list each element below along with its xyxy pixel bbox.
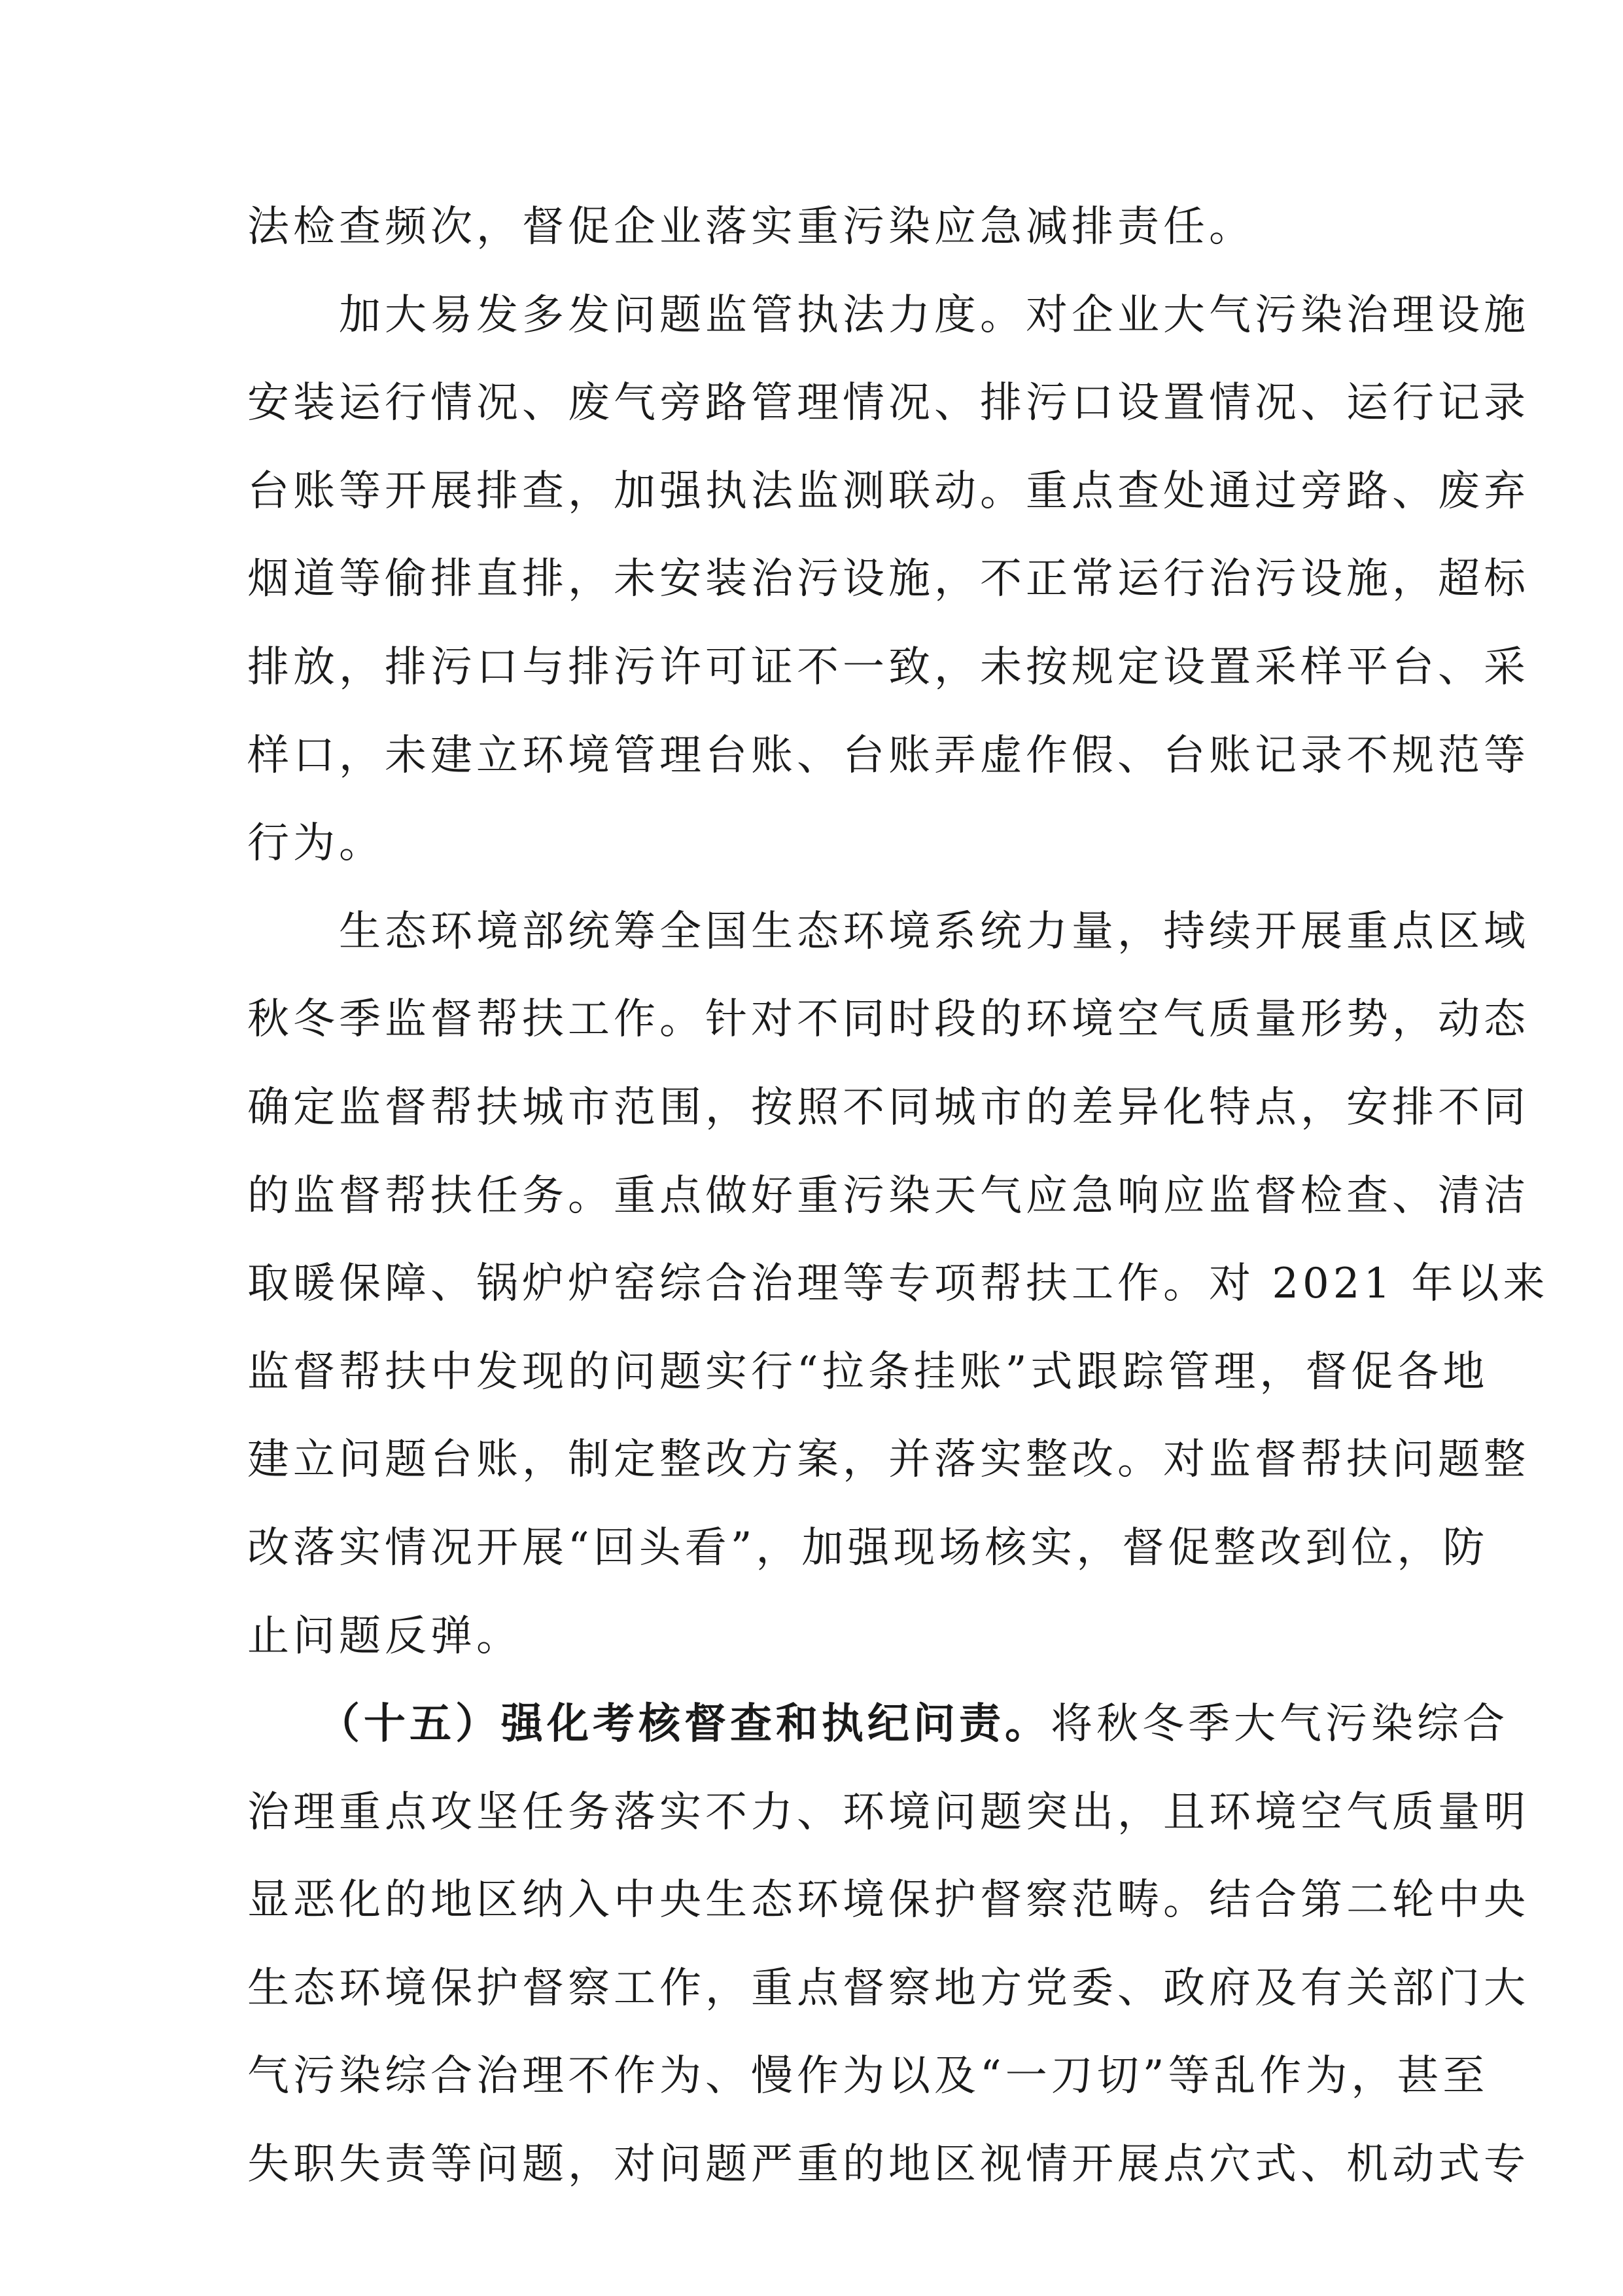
section-15-text: 将秋冬季大气污染综合 (1051, 1700, 1509, 1749)
text-line: 治理重点攻坚任务落实不力、环境问题突出，且环境空气质量明 (247, 1788, 1529, 1837)
text-line: 台账等开展排查，加强执法监测联动。重点查处通过旁路、废弃 (247, 467, 1529, 516)
text-line: 确定监督帮扶城市范围，按照不同城市的差异化特点，安排不同 (247, 1083, 1529, 1132)
section-15-heading: （十五）强化考核督查和执纪问责。 (247, 1699, 1051, 1749)
text-line: 取暖保障、锅炉炉窑综合治理等专项帮扶工作。对 2021 年以来 (247, 1260, 1549, 1309)
text-line: 烟道等偷排直排，未安装治污设施，不正常运行治污设施，超标 (247, 555, 1529, 604)
text-line: 加大易发多发问题监管执法力度。对企业大气污染治理设施 (247, 291, 1529, 340)
text-line: 样口，未建立环境管理台账、台账弄虚作假、台账记录不规范等 (247, 731, 1529, 780)
text-line: 排放，排污口与排污许可证不一致，未按规定设置采样平台、采 (247, 643, 1529, 692)
text-line: 气污染综合治理不作为、慢作为以及“一刀切”等乱作为，甚至 (247, 2052, 1489, 2101)
text-line: 安装运行情况、废气旁路管理情况、排污口设置情况、运行记录 (247, 379, 1529, 428)
text-line: 止问题反弹。 (247, 1612, 522, 1661)
section-15-first-line (247, 1680, 1509, 1769)
text-line: 的监督帮扶任务。重点做好重污染天气应急响应监督检查、清洁 (247, 1171, 1529, 1220)
text-line: 生态环境部统筹全国生态环境系统力量，持续开展重点区域 (247, 907, 1529, 956)
text-line: 建立问题台账，制定整改方案，并落实整改。对监督帮扶问题整 (247, 1436, 1529, 1485)
text-line: 改落实情况开展“回头看”，加强现场核实，督促整改到位，防 (247, 1523, 1489, 1572)
text-line: 行为。 (247, 819, 385, 868)
text-line: 显恶化的地区纳入中央生态环境保护督察范畴。结合第二轮中央 (247, 1876, 1529, 1925)
text-line: 生态环境保护督察工作，重点督察地方党委、政府及有关部门大 (247, 1964, 1529, 2013)
text-line: 监督帮扶中发现的问题实行“拉条挂账”式跟踪管理，督促各地 (247, 1347, 1489, 1396)
body-text (247, 183, 1549, 2209)
text-line: 法检查频次，督促企业落实重污染应急减排责任。 (247, 203, 1255, 251)
text-line: 失职失责等问题，对问题严重的地区视情开展点穴式、机动式专 (247, 2140, 1529, 2189)
text-line: 秋冬季监督帮扶工作。针对不同时段的环境空气质量形势，动态 (247, 995, 1529, 1044)
